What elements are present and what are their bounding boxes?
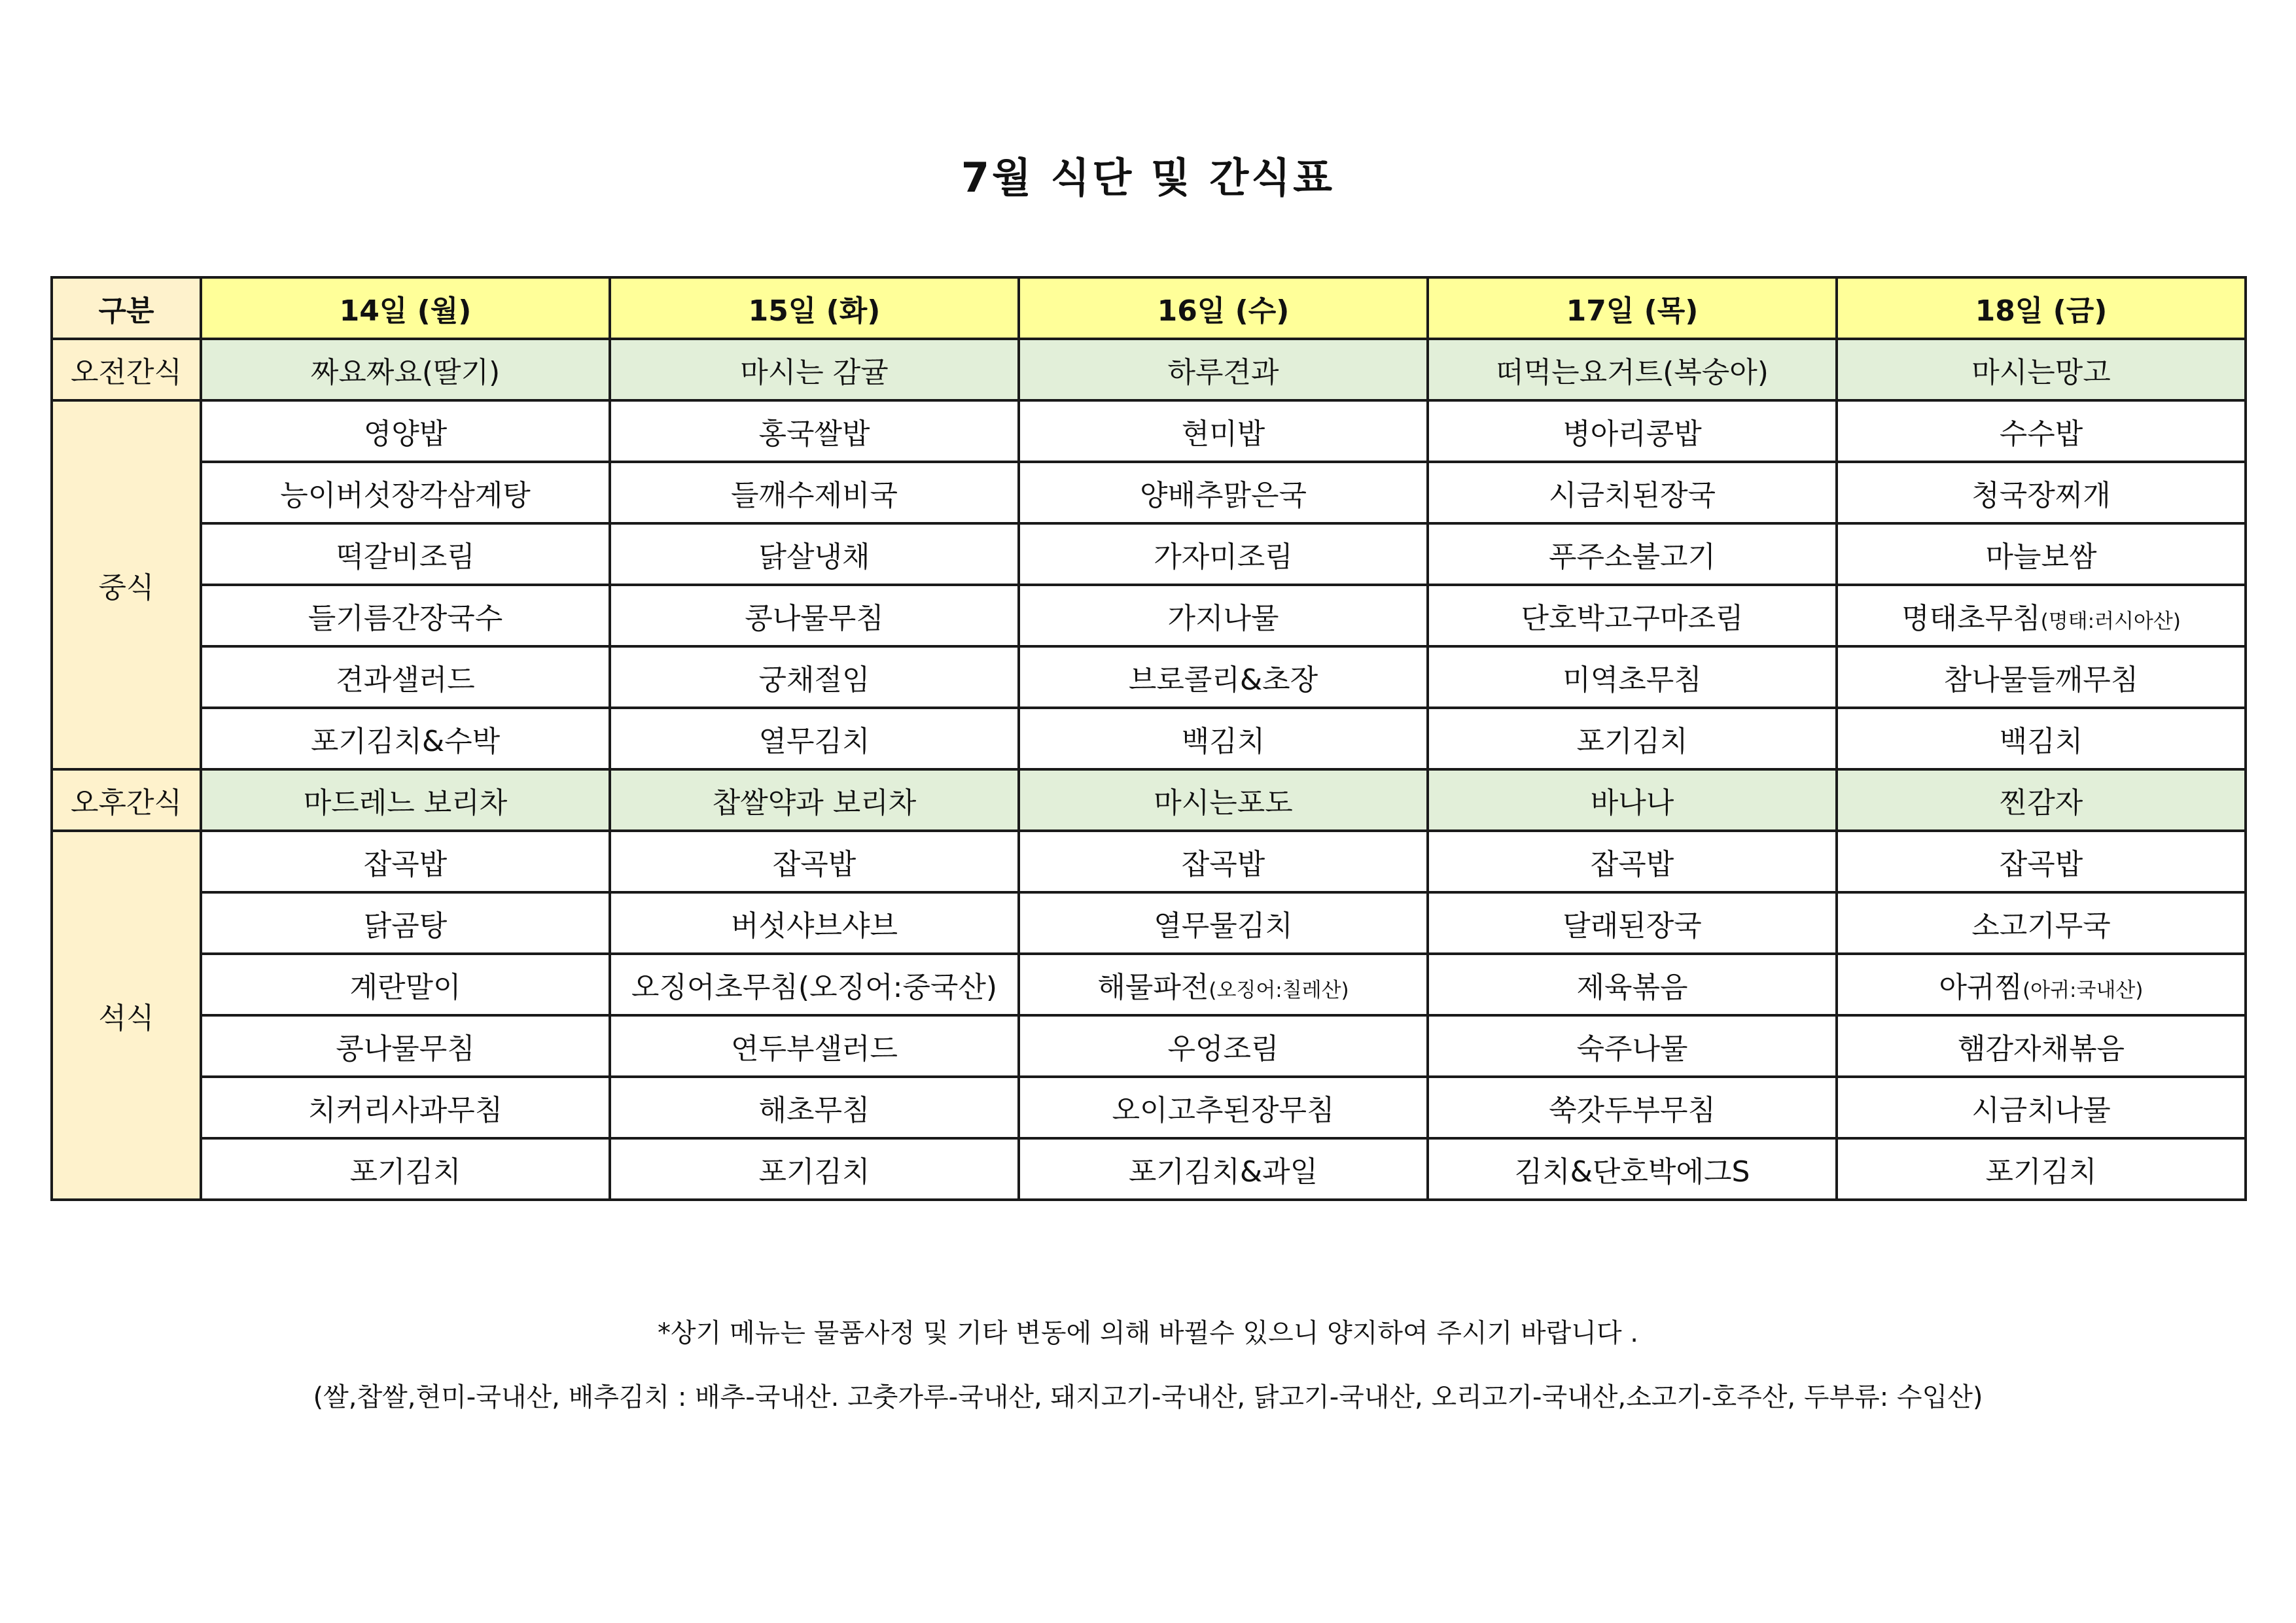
menu-body [52, 339, 2246, 1200]
dish-name: 포기김치&과일 [1128, 1155, 1318, 1189]
dish-name: 푸주소불고기 [1548, 540, 1716, 574]
dish-name: 들기름간장국수 [308, 602, 503, 635]
menu-cell [1837, 831, 2246, 892]
menu-cell [201, 1138, 610, 1200]
dish-name: 달래된장국 [1563, 909, 1702, 943]
menu-cell [201, 523, 610, 585]
dish-name: 포기김치 [349, 1155, 461, 1189]
menu-change-notice: *상기 메뉴는 물품사정 및 기타 변동에 의해 바뀔수 있으니 양지하여 주시기 바랍니다 . [657, 1318, 1639, 1348]
menu-cell: 마시는포도 [1019, 769, 1428, 831]
corner-label: 구분 [52, 277, 201, 339]
menu-cell [610, 708, 1019, 769]
dinner-row [52, 1015, 2246, 1077]
menu-cell [610, 1015, 1019, 1077]
morning-snack-row [52, 339, 2246, 400]
menu-cell [1428, 523, 1837, 585]
dish-name: 콩나물무침 [336, 1032, 475, 1066]
dish-name: 숙주나물 [1576, 1032, 1688, 1066]
dish-name: 닭곰탕 [363, 909, 448, 943]
origin-note: (오징어:칠레산) [1209, 979, 1349, 1002]
dish-name: 치커리사과무침 [308, 1094, 503, 1127]
page-title: 7월 식단 및 간식표 [961, 154, 1335, 201]
row-label-lunch: 중식 [52, 400, 201, 769]
menu-cell [1019, 831, 1428, 892]
menu-cell [1428, 400, 1837, 462]
dish-name: 소고기무국 [1971, 909, 2111, 943]
menu-cell: 바나나 [1428, 769, 1837, 831]
menu-cell [1837, 1138, 2246, 1200]
dish-name: 제육볶음 [1576, 971, 1688, 1004]
menu-cell [610, 585, 1019, 646]
lunch-row [52, 462, 2246, 523]
menu-cell [201, 646, 610, 708]
menu-cell [1428, 1015, 1837, 1077]
day-header: 17일 (목) [1428, 277, 1837, 339]
origin-note: (아귀:국내산) [2022, 979, 2144, 1002]
day-header: 15일 (화) [610, 277, 1019, 339]
menu-cell [610, 892, 1019, 954]
dish-name: 콩나물무침 [745, 602, 884, 635]
menu-cell [1428, 954, 1837, 1015]
row-label-afternoon-snack: 오후간식 [52, 769, 201, 831]
dish-name: 잡곡밥 [772, 848, 857, 881]
menu-cell [1019, 892, 1428, 954]
menu-cell: 마드레느 보리차 [201, 769, 610, 831]
menu-cell [1428, 892, 1837, 954]
menu-cell [201, 831, 610, 892]
dish-name: 오징어초무침(오징어:중국산) [631, 971, 998, 1004]
dish-name: 현미밥 [1181, 417, 1265, 451]
menu-cell [201, 400, 610, 462]
menu-cell [610, 400, 1019, 462]
menu-cell [610, 831, 1019, 892]
dish-name: 오이고추된장무침 [1112, 1094, 1335, 1127]
lunch-row [52, 585, 2246, 646]
menu-cell [1837, 585, 2246, 646]
dish-name: 해초무침 [758, 1094, 870, 1127]
dish-name: 버섯샤브샤브 [730, 909, 898, 943]
menu-cell [610, 954, 1019, 1015]
dish-name: 궁채절임 [758, 663, 870, 697]
lunch-row [52, 708, 2246, 769]
menu-cell [1837, 646, 2246, 708]
dish-name: 김치&단호박에그S [1514, 1155, 1750, 1189]
menu-cell [1428, 1077, 1837, 1138]
dinner-row [52, 892, 2246, 954]
dish-name: 포기김치 [1985, 1155, 2097, 1189]
dish-name: 열무김치 [758, 725, 870, 758]
dish-name: 아귀찜 [1939, 971, 2023, 1004]
dish-name: 백김치 [1181, 725, 1265, 758]
lunch-row [52, 523, 2246, 585]
menu-cell [610, 646, 1019, 708]
day-header: 16일 (수) [1019, 277, 1428, 339]
dish-name: 시금치나물 [1971, 1094, 2111, 1127]
dish-name: 떡갈비조림 [336, 540, 475, 574]
menu-cell: 하루견과 [1019, 339, 1428, 400]
row-label-dinner: 석식 [52, 831, 201, 1200]
dish-name: 단호박고구마조림 [1521, 602, 1744, 635]
menu-cell [1428, 462, 1837, 523]
dish-name: 브로콜리&초장 [1128, 663, 1318, 697]
dish-name: 영양밥 [363, 417, 448, 451]
menu-cell [610, 1077, 1019, 1138]
lunch-row [52, 646, 2246, 708]
dish-name: 해물파전 [1097, 971, 1209, 1004]
menu-cell [1019, 1015, 1428, 1077]
dish-name: 병아리콩밥 [1563, 417, 1702, 451]
origin-notice: (쌀,찹쌀,현미-국내산, 배추김치 : 배추-국내산. 고춧가루-국내산, 돼지고기-국내산, 닭고기-국내산, 오리고기-국내산,소고기-호주산, 두부류: 수입산) [313, 1382, 1983, 1412]
menu-cell [1837, 892, 2246, 954]
menu-cell [610, 523, 1019, 585]
menu-cell: 마시는 감귤 [610, 339, 1019, 400]
menu-cell [1837, 400, 2246, 462]
day-header: 14일 (월) [201, 277, 610, 339]
menu-cell [610, 462, 1019, 523]
dish-name: 계란말이 [349, 971, 461, 1004]
menu-cell: 마시는망고 [1837, 339, 2246, 400]
dish-name: 우엉조림 [1167, 1032, 1279, 1066]
origin-note: (명태:러시아산) [2040, 610, 2181, 633]
dish-name: 백김치 [1999, 725, 2083, 758]
dish-name: 열무물김치 [1154, 909, 1293, 943]
menu-cell [1019, 400, 1428, 462]
menu-cell [1019, 954, 1428, 1015]
dish-name: 잡곡밥 [363, 848, 448, 881]
menu-cell [201, 892, 610, 954]
menu-cell [1837, 954, 2246, 1015]
menu-cell [1837, 708, 2246, 769]
header-row [52, 277, 2246, 339]
menu-cell [1019, 462, 1428, 523]
menu-cell [1019, 1077, 1428, 1138]
row-label-morning-snack: 오전간식 [52, 339, 201, 400]
dinner-row [52, 1138, 2246, 1200]
dish-name: 포기김치 [1576, 725, 1688, 758]
menu-cell [1428, 831, 1837, 892]
dish-name: 마늘보쌈 [1985, 540, 2097, 574]
dish-name: 잡곡밥 [1181, 848, 1265, 881]
afternoon-snack-row [52, 769, 2246, 831]
dinner-row [52, 1077, 2246, 1138]
dish-name: 잡곡밥 [1590, 848, 1674, 881]
dish-name: 견과샐러드 [336, 663, 475, 697]
dish-name: 능이버섯장각삼계탕 [280, 479, 531, 512]
menu-cell [201, 1077, 610, 1138]
menu-cell [1019, 1138, 1428, 1200]
menu-cell: 짜요짜요(딸기) [201, 339, 610, 400]
dish-name: 닭살냉채 [758, 540, 870, 574]
menu-cell [1019, 646, 1428, 708]
dish-name: 홍국쌀밥 [758, 417, 870, 451]
dish-name: 수수밥 [1999, 417, 2083, 451]
dish-name: 미역초무침 [1563, 663, 1702, 697]
dinner-row [52, 954, 2246, 1015]
dish-name: 가자미조림 [1154, 540, 1293, 574]
day-header: 18일 (금) [1837, 277, 2246, 339]
menu-cell [1019, 708, 1428, 769]
menu-cell [1019, 523, 1428, 585]
dish-name: 시금치된장국 [1548, 479, 1716, 512]
dish-name: 잡곡밥 [1999, 848, 2083, 881]
dish-name: 명태초무침 [1901, 602, 2041, 635]
menu-cell [1837, 523, 2246, 585]
menu-cell [1837, 1077, 2246, 1138]
menu-cell [1837, 1015, 2246, 1077]
dish-name: 참나물들깨무침 [1943, 663, 2139, 697]
menu-cell [201, 1015, 610, 1077]
menu-cell [201, 708, 610, 769]
dinner-row [52, 831, 2246, 892]
menu-cell [1428, 585, 1837, 646]
dish-name: 가지나물 [1167, 602, 1279, 635]
menu-cell: 찹쌀약과 보리차 [610, 769, 1019, 831]
menu-cell [1428, 646, 1837, 708]
dish-name: 포기김치 [758, 1155, 870, 1189]
dish-name: 양배추맑은국 [1139, 479, 1307, 512]
dish-name: 청국장찌개 [1971, 479, 2111, 512]
dish-name: 쑥갓두부무침 [1548, 1094, 1716, 1127]
dish-name: 포기김치&수박 [310, 725, 501, 758]
menu-cell [1019, 585, 1428, 646]
menu-cell [610, 1138, 1019, 1200]
menu-table [50, 276, 2247, 1201]
menu-cell [1837, 462, 2246, 523]
dish-name: 들깨수제비국 [730, 479, 898, 512]
menu-cell [1428, 708, 1837, 769]
menu-cell [1428, 1138, 1837, 1200]
menu-cell [201, 462, 610, 523]
menu-cell [201, 954, 610, 1015]
dish-name: 햄감자채볶음 [1957, 1032, 2125, 1066]
menu-cell: 떠먹는요거트(복숭아) [1428, 339, 1837, 400]
dish-name: 연두부샐러드 [730, 1032, 898, 1066]
menu-cell: 찐감자 [1837, 769, 2246, 831]
menu-cell [201, 585, 610, 646]
lunch-row [52, 400, 2246, 462]
